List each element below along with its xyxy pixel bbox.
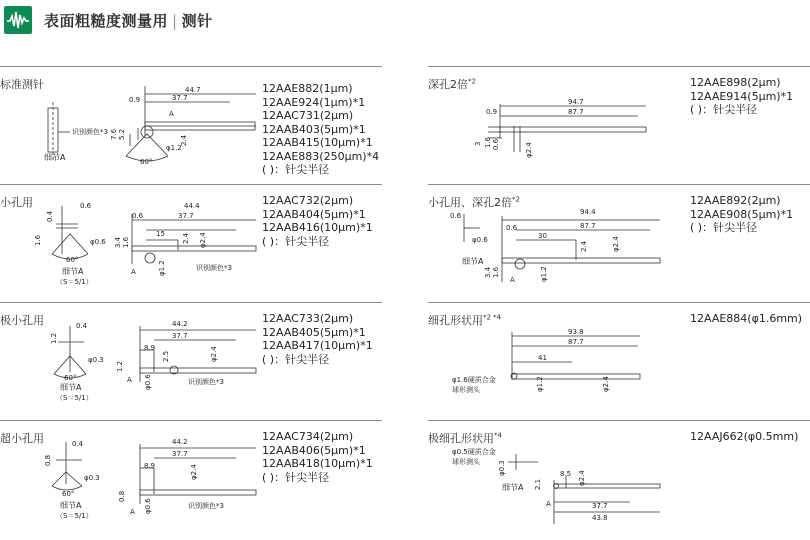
dim-label: φ0.5硬质合金: [452, 448, 496, 456]
dim-label: φ2.4: [525, 142, 533, 158]
part-code-list: [262, 82, 379, 177]
title-separator: |: [172, 12, 178, 30]
tip-radius-note: ( )：针尖半径: [262, 352, 330, 366]
panel-title: 超小孔用: [0, 432, 44, 445]
dim-label: 0.6: [506, 224, 518, 232]
part-code: 12AAE892(2μm): [690, 194, 781, 207]
dim-label: 0.6: [492, 138, 500, 150]
dim-label: 2.1: [534, 478, 542, 490]
part-code: 12AAC731(2μm): [262, 109, 354, 122]
part-code: 12AAE884(φ1.6mm): [690, 312, 803, 325]
part-code-list: [262, 194, 373, 248]
dim-label: 87.7: [568, 108, 584, 116]
dim-label: 41: [538, 354, 547, 362]
dim-label: φ1.6硬质合金: [452, 376, 496, 384]
dim-label: φ2.4: [199, 232, 207, 248]
dim-label: 2.4: [580, 240, 588, 252]
dim-label: φ2.4: [210, 346, 218, 362]
dim-label: 0.8: [44, 454, 52, 466]
part-code: 12AAB415(10μm)*1: [262, 136, 373, 149]
dim-label: 87.7: [568, 338, 584, 346]
part-code: 12AAE924(1μm)*1: [262, 95, 366, 109]
dim-label: 0.9: [129, 96, 141, 104]
dim-label: 0.6: [450, 212, 462, 220]
dim-label: A: [131, 268, 136, 276]
dim-label: A: [127, 376, 132, 384]
dim-label: φ2.4: [190, 464, 198, 480]
panel-small-hole: [0, 184, 382, 302]
dim-label: A: [130, 508, 135, 516]
panel-title: 极小孔用: [0, 314, 44, 327]
dim-label: φ0.6: [144, 374, 152, 390]
dim-label: 37.7: [172, 450, 188, 458]
tip-radius-note: ( )：针尖半径: [262, 470, 330, 484]
panel-fine-hole-shape: [428, 302, 810, 420]
title-text: 表面粗糙度测量用: [44, 12, 169, 30]
dim-label: 94.4: [580, 208, 596, 216]
dim-label: 0.9: [486, 108, 498, 116]
stylus-drawing: [0, 420, 262, 540]
panel-small-hole-deep-2x: [428, 184, 810, 302]
dim-label: 44.2: [172, 320, 188, 328]
dim-label: 1.6: [34, 234, 42, 246]
part-code-list: [262, 312, 373, 366]
dim-label: φ1.2: [166, 144, 182, 152]
part-code: 12AAE914(5μm)*1: [690, 89, 794, 103]
dim-label: 0.8: [118, 490, 126, 502]
part-code-list: [690, 430, 798, 444]
part-code: 12AAE883(250μm)*4: [262, 149, 380, 163]
dim-label: 0.6: [132, 212, 144, 220]
tip-radius-note: ( )：针尖半径: [690, 103, 758, 116]
part-code: 12AAB403(5μm)*1: [262, 122, 366, 136]
dim-label: 2.5: [162, 350, 170, 362]
panel-ultra-small-hole: [0, 420, 382, 540]
dim-label: 8.9: [144, 462, 156, 470]
tip-radius-note: ( )：针尖半径: [262, 163, 330, 176]
dim-label: 3: [474, 141, 482, 146]
dim-label: 7.6: [110, 128, 118, 140]
stylus-drawing: [0, 66, 262, 184]
tip-radius-note: ( )：针尖半径: [262, 234, 330, 248]
stylus-drawing: [0, 302, 262, 420]
dim-label: 44.4: [184, 202, 200, 210]
dim-label: φ0.6: [472, 236, 488, 244]
dim-label: 60°: [64, 374, 77, 382]
dim-label: 0.4: [76, 322, 88, 330]
panel-title: 标准测针: [0, 78, 44, 91]
dim-label: A: [546, 500, 551, 508]
part-code-list: [262, 430, 373, 484]
dim-label: φ1.2: [158, 260, 166, 276]
dim-label: 15: [156, 230, 165, 238]
dim-label: 2.4: [180, 134, 188, 146]
dim-label: 37.7: [172, 332, 188, 340]
part-code: 12AAB418(10μm)*1: [262, 457, 373, 470]
panel-deep-hole-2x: [428, 66, 810, 184]
dim-label: 37.7: [172, 94, 188, 102]
dim-label: 1.6: [122, 236, 130, 248]
dim-label: 8.5: [560, 470, 572, 478]
stylus-drawing: [428, 420, 690, 540]
dim-label: φ0.6: [90, 238, 106, 246]
dim-label: 87.7: [580, 222, 596, 230]
dim-label: 37.7: [592, 502, 608, 510]
panel-title: 小孔用、深孔2倍$^{*2}$: [428, 195, 520, 209]
part-code: 12AAE898(2μm): [690, 76, 781, 89]
dim-label: 60°: [140, 158, 153, 166]
dim-label: 识别颜色*3: [188, 378, 224, 386]
dim-label: 1.2: [50, 332, 58, 344]
dim-label: φ1.2: [540, 266, 548, 282]
part-code: 12AAC732(2μm): [262, 194, 354, 207]
dim-label: 60°: [62, 490, 75, 498]
dim-label: 2.4: [182, 232, 190, 244]
page-title: [44, 10, 213, 31]
panel-very-small-hole: [0, 302, 382, 420]
dim-label: 3.4: [484, 266, 492, 278]
part-code: 12AAB405(5μm)*1: [262, 325, 366, 339]
dim-label: 44.7: [185, 86, 201, 94]
dim-label: 细节A: [60, 383, 82, 392]
dim-label: 球形测头: [452, 386, 480, 394]
dim-label: 识别颜色*3: [72, 128, 108, 136]
dim-label: 30: [538, 232, 547, 240]
dim-label: A: [169, 110, 174, 118]
dim-label: φ2.4: [602, 376, 610, 392]
part-code: 12AAB417(10μm)*1: [262, 339, 373, 352]
dim-label: 1.2: [116, 360, 124, 372]
dim-label: 细节A: [462, 257, 484, 266]
dim-label: 细节A: [60, 501, 82, 510]
part-code: 12AAB404(5μm)*1: [262, 207, 366, 221]
dim-label: 43.8: [592, 514, 608, 522]
part-code-list: [690, 76, 793, 117]
stylus-drawing: [428, 66, 690, 184]
dim-label: （S＝5/1）: [56, 278, 93, 286]
part-code: 12AAB406(5μm)*1: [262, 443, 366, 457]
dim-label: 1.6: [492, 266, 500, 278]
dim-label: φ0.6: [144, 498, 152, 514]
dim-label: A: [510, 276, 515, 284]
dim-label: φ0.3: [498, 460, 506, 476]
dim-label: φ0.3: [88, 356, 104, 364]
dim-label: 60°: [66, 256, 79, 264]
part-code: 12AAC734(2μm): [262, 430, 354, 443]
part-code: 12AAC733(2μm): [262, 312, 354, 325]
part-code-list: [690, 312, 802, 326]
panel-ultra-fine-hole-shape: [428, 420, 810, 540]
dim-label: φ2.4: [578, 470, 586, 486]
stylus-drawing: [428, 184, 690, 302]
part-code: 12AAE882(1μm): [262, 82, 353, 95]
panel-title: 深孔2倍$^{*2}$: [428, 77, 476, 91]
dim-label: 1.6: [484, 136, 492, 148]
dim-label: φ1.2: [536, 376, 544, 392]
dim-label: 44.2: [172, 438, 188, 446]
panel-title: 小孔用: [0, 196, 33, 209]
dim-label: 0.6: [80, 202, 92, 210]
part-code: 12AAJ662(φ0.5mm): [690, 430, 799, 443]
tip-radius-note: ( )：针尖半径: [690, 221, 758, 234]
dim-label: （S＝5/1）: [56, 512, 93, 520]
dim-label: （S＝5/1）: [56, 394, 93, 402]
dim-label: 识别颜色*3: [196, 264, 232, 272]
dim-label: 识别颜色*3: [188, 502, 224, 510]
dim-label: 细节A: [44, 153, 66, 162]
part-code: 12AAE908(5μm)*1: [690, 207, 794, 221]
dim-label: 3.4: [114, 236, 122, 248]
dim-label: φ0.3: [84, 474, 100, 482]
panel-title: 细孔形状用$^{*2 *4}$: [428, 313, 502, 327]
dim-label: 0.4: [72, 440, 84, 448]
stylus-drawing: [428, 302, 690, 420]
dim-label: 0.4: [46, 210, 54, 222]
dim-label: 球形测头: [452, 458, 480, 466]
dim-label: 94.7: [568, 98, 584, 106]
dim-label: 细节A: [62, 267, 84, 276]
waveform-icon: [4, 6, 32, 34]
page-header: [0, 0, 810, 40]
stylus-drawing: [0, 184, 262, 302]
dim-label: 37.7: [178, 212, 194, 220]
dim-label: 93.8: [568, 328, 584, 336]
part-code: 12AAB416(10μm)*1: [262, 221, 373, 234]
dim-label: 5.2: [118, 128, 126, 140]
panel-title: 极细孔形状用$^{*4}$: [428, 431, 502, 445]
panel-standard-stylus: [0, 66, 382, 184]
subtitle-text: 测针: [181, 12, 213, 30]
dim-label: 细节A: [502, 483, 524, 492]
dim-label: 8.9: [144, 344, 156, 352]
part-code-list: [690, 194, 793, 235]
dim-label: φ2.4: [612, 236, 620, 252]
